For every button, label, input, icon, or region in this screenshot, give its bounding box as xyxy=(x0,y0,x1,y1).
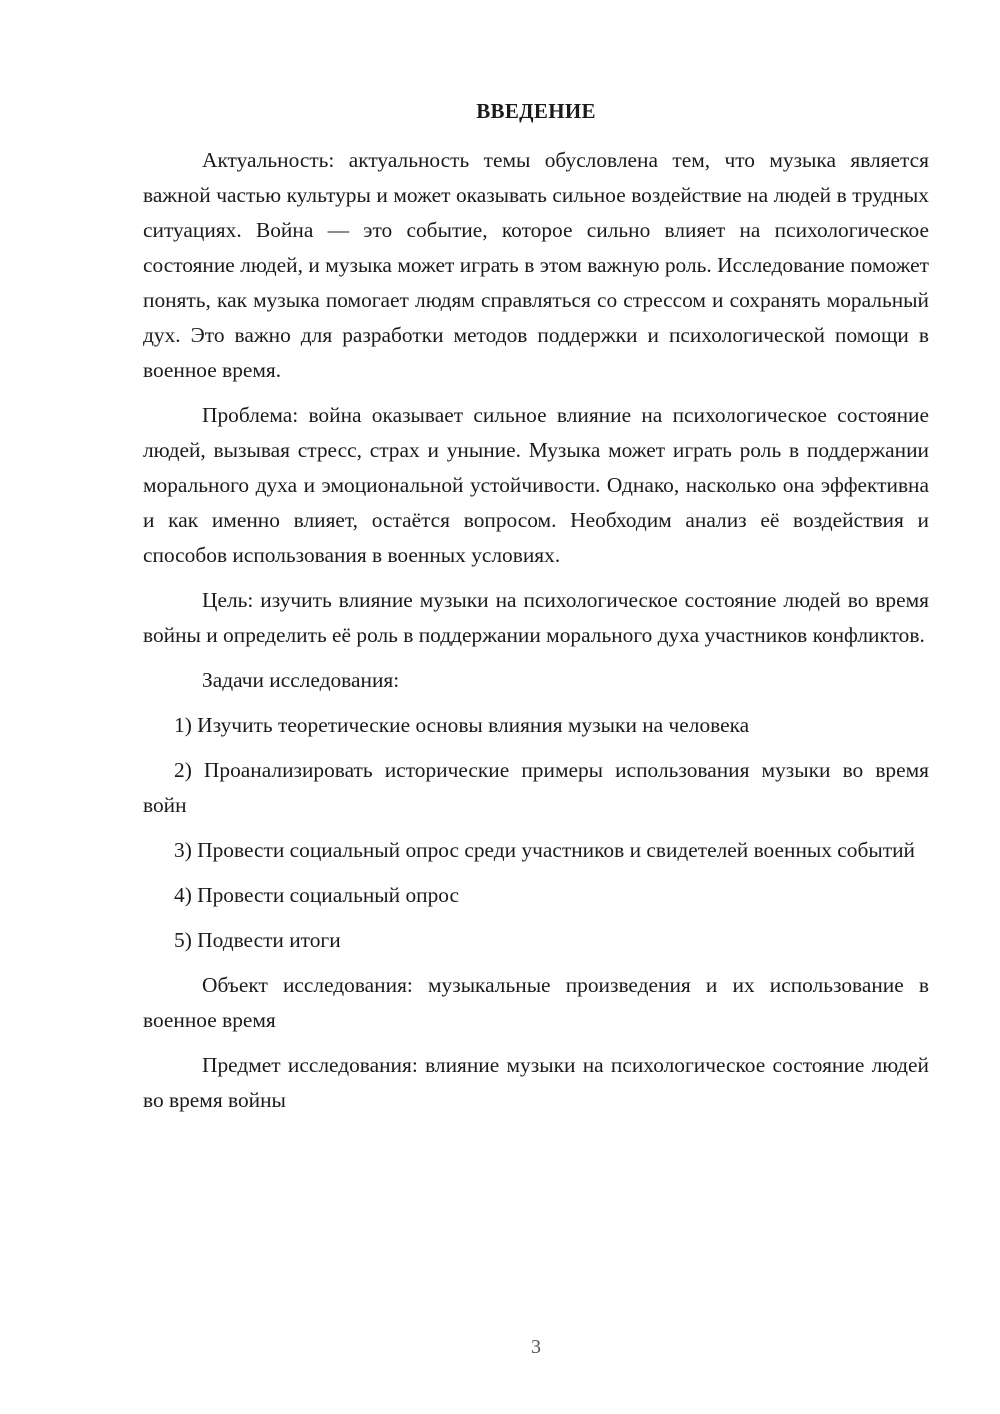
task-item: 2) Проанализировать исторические примеры использования музыки во время войн xyxy=(143,758,929,817)
task-item: 5) Подвести итоги xyxy=(174,928,341,952)
page-number: 3 xyxy=(531,1336,541,1358)
task-item: 3) Провести социальный опрос среди участников и свидетелей военных событий xyxy=(174,838,915,862)
relevance-paragraph: Актуальность: актуальность темы обусловлена тем, что музыка является важной частью культуры и может оказывать сильное воздействие на людей в трудных ситуациях. Война — это событие, которое сильно влияет на психологическое состояние людей, и музыка может играть в этом важную роль. Исследование поможет понять, как музыка помогает людям справляться со стрессом и сохранять моральный дух. Это важно для разработки методов поддержки и психологической помощи в военное время. xyxy=(143,148,929,382)
task-item: 4) Провести социальный опрос xyxy=(174,883,460,907)
object-paragraph: Объект исследования: музыкальные произведения и их использование в военное время xyxy=(143,973,929,1032)
tasks-title: Задачи исследования: xyxy=(202,668,400,692)
goal-paragraph: Цель: изучить влияние музыки на психологическое состояние людей во время войны и определить её роль в поддержании морального духа участников конфликтов. xyxy=(143,588,929,647)
problem-paragraph: Проблема: война оказывает сильное влияние на психологическое состояние людей, вызывая стресс, страх и уныние. Музыка может играть роль в поддержании морального духа и эмоциональной устойчивости. Однако, насколько она эффективна и как именно влияет, остаётся вопросом. Необходим анализ её воздействия и способов использования в военных условиях. xyxy=(143,403,929,567)
task-item: 1) Изучить теоретические основы влияния музыки на человека xyxy=(174,713,750,737)
subject-paragraph: Предмет исследования: влияние музыки на психологическое состояние людей во время войны xyxy=(143,1053,929,1112)
document-body xyxy=(143,143,929,1128)
section-heading: ВВЕДЕНИЕ xyxy=(476,99,596,123)
document-page xyxy=(143,0,929,1414)
